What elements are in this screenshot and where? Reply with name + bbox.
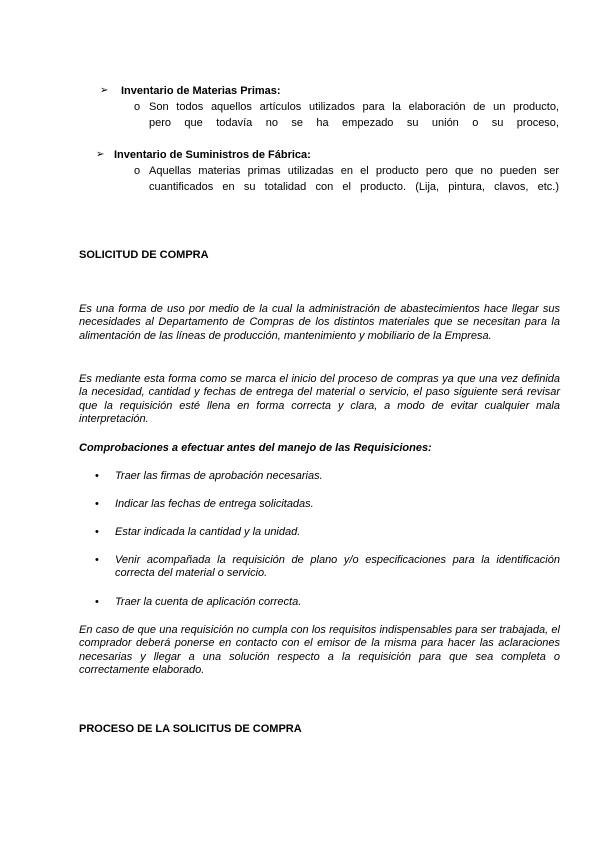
inventory-line: Aquellas materias primas utilizadas en el producto pero que no pueden ser [149,165,559,177]
dot-bullet-icon: • [95,526,99,538]
list-item-text: Traer la cuenta de aplicación correcta. [115,596,302,608]
dot-bullet-icon: • [95,596,99,608]
dot-bullet-icon: • [95,498,99,510]
inventory-line: pero que todavía no se ha empezado su unión o su proceso, [149,117,559,129]
inventory-line: cuantificados en su totalidad con el producto. (Lija, pintura, clavos, etc.) [149,181,559,193]
subheading: Comprobaciones a efectuar antes del manejo de las Requisiciones: [79,442,432,454]
circle-bullet-icon: o [134,101,141,113]
section-heading: PROCESO DE LA SOLICITUS DE COMPRA [79,723,302,735]
dot-bullet-icon: • [95,470,99,482]
circle-bullet-icon: o [134,165,141,177]
section-heading: SOLICITUD DE COMPRA [79,249,209,261]
arrow-bullet-icon: ➢ [100,85,109,96]
paragraph: En caso de que una requisición no cumpla con los requisitos indispensables para ser trabajada, el comprador deberá ponerse en contacto con el emisor de la misma para hacer las aclaraciones necesarias y llegar a una solución respecto a la requisición para que sea completa o correctamente elaborado. [79,624,560,676]
inventory-title: Inventario de Materias Primas: [121,85,281,97]
arrow-bullet-icon: ➢ [96,149,105,160]
inventory-line: Son todos aquellos artículos utilizados para la elaboración de un producto, [149,101,559,113]
list-item-text: Venir acompañada la requisición de plano y/o especificaciones para la identificación correcta del material o servicio. [115,554,560,580]
paragraph: Es mediante esta forma como se marca el inicio del proceso de compras ya que una vez definida la necesidad, cantidad y fechas de entrega del material o servicio, el paso siguiente será revisar que la requisición esté llena en forma correcta y clara, a modo de evitar cualquier mala interpretación. [79,373,560,425]
list-item-text: Indicar las fechas de entrega solicitadas. [115,498,314,510]
inventory-title: Inventario de Suministros de Fábrica: [114,149,311,161]
list-item-text: Traer las firmas de aprobación necesarias. [115,470,323,482]
dot-bullet-icon: • [95,554,99,566]
paragraph: Es una forma de uso por medio de la cual la administración de abastecimientos hace llegar sus necesidades al Departamento de Compras de los distintos materiales que se necesitan para la alimentación de las líneas de producción, mantenimiento y mobiliario de la Empresa. [79,303,560,342]
list-item-text: Estar indicada la cantidad y la unidad. [115,526,301,538]
